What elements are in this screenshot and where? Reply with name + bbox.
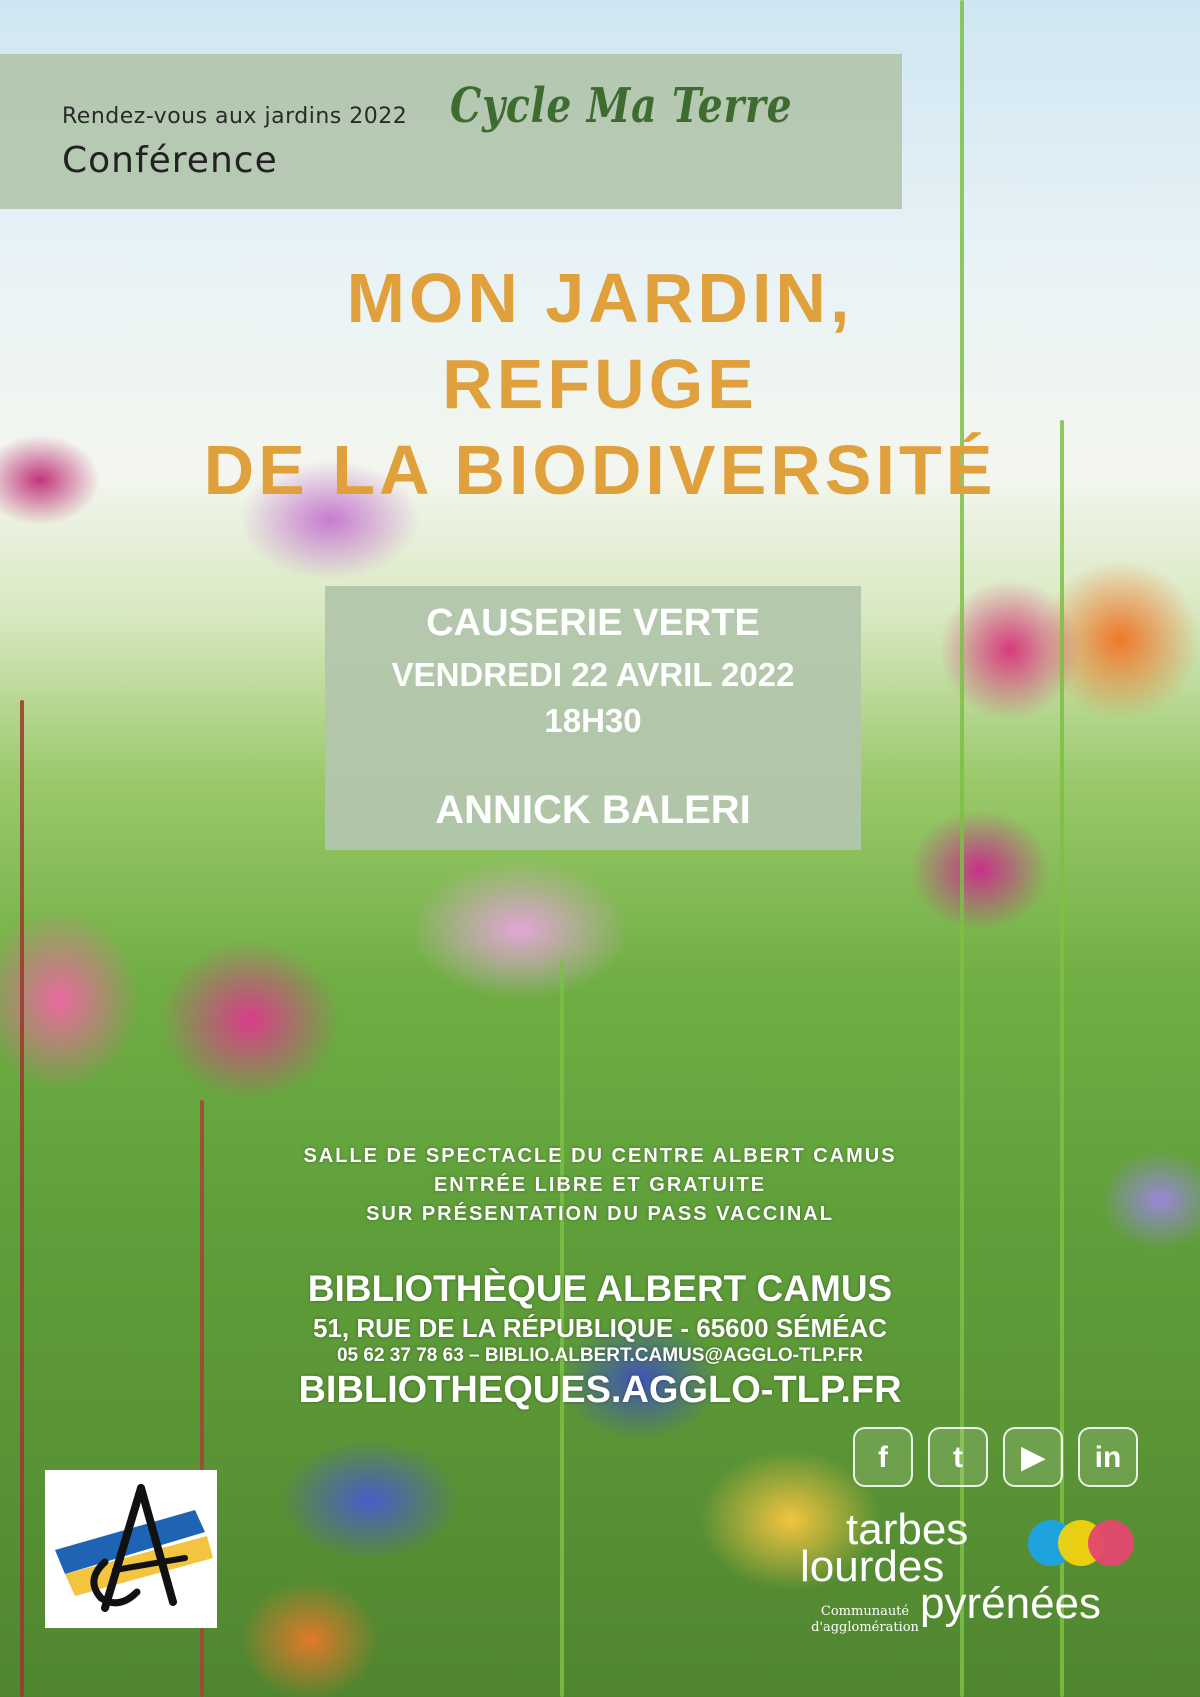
header-pre-title: Rendez-vous aux jardins 2022 <box>62 104 408 129</box>
library-name: BIBLIOTHÈQUE ALBERT CAMUS <box>307 1268 893 1309</box>
agglo-sub-1: Communauté <box>820 1604 910 1619</box>
event-kind: CAUSERIE VERTE <box>426 602 760 644</box>
agglo-dot-pink <box>1088 1520 1134 1566</box>
youtube-icon[interactable]: ▶ <box>1003 1427 1063 1487</box>
agglo-sub-2: d'agglomération <box>811 1620 919 1635</box>
venue-line-2: ENTRÉE LIBRE ET GRATUITE <box>433 1174 767 1196</box>
twitter-icon[interactable]: t <box>928 1427 988 1487</box>
library-address: 51, RUE DE LA RÉPUBLIQUE - 65600 SÉMÉAC <box>312 1313 888 1343</box>
stem-decoration <box>20 700 24 1697</box>
agglo-word-tarbes: tarbes <box>846 1505 969 1554</box>
linkedin-icon[interactable]: in <box>1078 1427 1138 1487</box>
library-website[interactable]: BIBLIOTHEQUES.AGGLO-TLP.FR <box>298 1369 902 1411</box>
albert-camus-logo <box>45 1470 217 1628</box>
venue-line-1: SALLE DE SPECTACLE DU CENTRE ALBERT CAMUS <box>303 1145 897 1167</box>
header-event-type: Conférence <box>62 140 278 181</box>
agglo-word-lourdes: lourdes <box>800 1542 945 1591</box>
stem-decoration <box>1060 420 1064 1697</box>
facebook-icon[interactable]: f <box>853 1427 913 1487</box>
event-speaker: ANNICK BALERI <box>435 788 751 832</box>
venue-line-3: SUR PRÉSENTATION DU PASS VACCINAL <box>366 1203 834 1225</box>
library-contact: 05 62 37 78 63 – BIBLIO.ALBERT.CAMUS@AGGLO-TLP.FR <box>336 1345 864 1366</box>
event-time: 18H30 <box>544 702 642 739</box>
event-date: VENDREDI 22 AVRIL 2022 <box>391 656 795 693</box>
title-line-1: MON JARDIN, <box>346 259 854 337</box>
agglo-word-pyrenees: pyrénées <box>920 1579 1102 1628</box>
header-cycle-name: Cycle Ma Terre <box>450 78 793 134</box>
title-line-3: DE LA BIODIVERSITÉ <box>203 431 997 509</box>
title-line-2: REFUGE <box>442 345 758 423</box>
